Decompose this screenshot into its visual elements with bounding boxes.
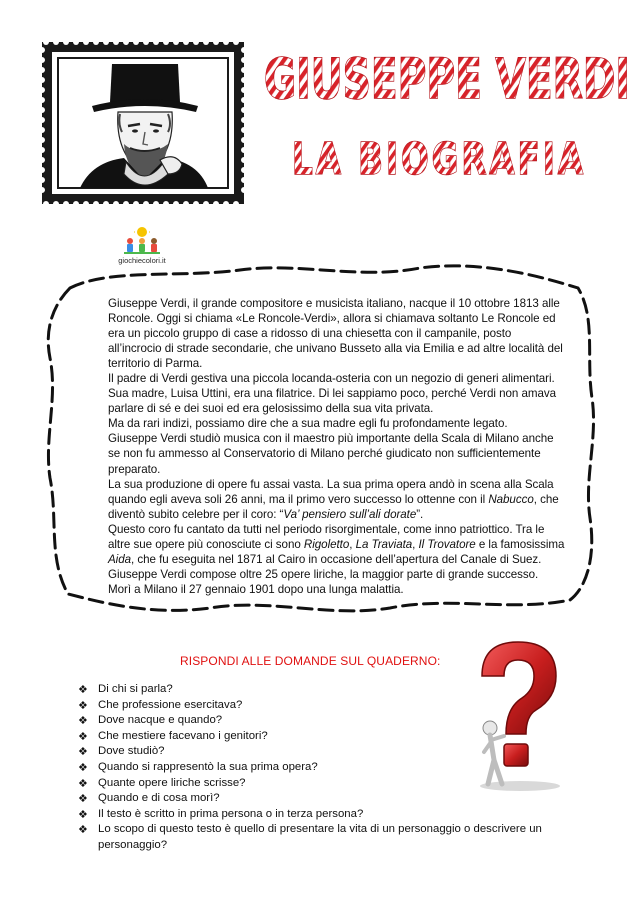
- biography-paragraph: [108, 477, 566, 522]
- question-text: Che mestiere facevano i genitori?: [98, 729, 268, 742]
- question-text: Di chi si parla?: [98, 683, 173, 695]
- biography-paragraph: [108, 431, 566, 476]
- biography-run: La sua produzione di opere fu assai vasta. La sua prima opera andò in scena alla Scala quando egli aveva soli 26 anni, ma il primo vero successo lo ottenne con il: [108, 477, 554, 506]
- biography-italic-run: Aida: [108, 552, 132, 566]
- biography-paragraph: [108, 567, 566, 582]
- biography-italic-run: Nabucco: [488, 492, 534, 506]
- biography-run: Giuseppe Verdi compose oltre 25 opere liriche, la maggior parte di grande successo.: [108, 567, 539, 581]
- diamond-bullet-icon: ❖: [78, 683, 88, 696]
- questions-title: RISPONDI ALLE DOMANDE SUL QUADERNO:: [180, 654, 441, 668]
- biography-italic-run: Rigoletto: [303, 537, 350, 551]
- biography-paragraph: [108, 416, 566, 431]
- biography-paragraph: [108, 296, 566, 371]
- biography-text: [108, 296, 566, 597]
- diamond-bullet-icon: ❖: [78, 745, 88, 759]
- main-title: [262, 46, 634, 112]
- biography-paragraph: [108, 582, 566, 597]
- question-text: Dove nacque e quando?: [98, 714, 223, 727]
- biography-run: ”.: [416, 507, 424, 521]
- question-text: Il testo è scritto in prima persona o in terza persona?: [98, 807, 364, 820]
- biography-paragraph: [108, 522, 566, 567]
- question-text: Lo scopo di questo testo è quello di presentare la vita di un personaggio o descrivere un personaggio?: [98, 823, 542, 851]
- question-text: Quando e di cosa morì?: [98, 792, 220, 805]
- question-mark-illustration: [460, 636, 564, 792]
- diamond-bullet-icon: ❖: [78, 760, 88, 774]
- question-text: Quante opere liriche scrisse?: [98, 776, 246, 789]
- diamond-bullet-icon: ❖: [78, 776, 88, 790]
- diamond-bullet-icon: ❖: [78, 792, 88, 806]
- subtitle-text: LA BIOGRAFIA: [292, 134, 586, 185]
- biography-run: ,: [349, 537, 356, 551]
- question-item: [78, 822, 578, 853]
- biography-run: Giuseppe Verdi studiò musica con il maestro più importante della Scala di Milano anche se non fu ammesso al Conservatorio di Milano perché giudicato non sufficientemente preparato.: [108, 432, 554, 476]
- biography-run: e la famosissima: [475, 537, 565, 551]
- biography-run: Giuseppe Verdi, il grande compositore e musicista italiano, nacque il 10 ottobre 1813 alle Roncole. Oggi si chiama «Le Roncole-Verdi», allora si chiamava soltanto Le Roncole ed era un piccolo gruppo di case a ridosso di una chiesetta con il campanile, posto all’incrocio di strade secondarie, che univano Busseto alla via Emilia e ad altre località del territorio di Parma.: [108, 297, 563, 371]
- subtitle: [290, 128, 590, 186]
- logo-text: giochiecolori.it: [118, 256, 166, 265]
- biography-run: Ma da rari indizi, possiamo dire che a sua madre egli fu profondamente legato.: [108, 417, 508, 431]
- question-mark-icon: [460, 636, 564, 792]
- kids-logo-icon: [110, 226, 174, 256]
- biography-italic-run: Va’ pensiero sull’ali dorate: [283, 507, 417, 521]
- question-text: Che professione esercitava?: [98, 698, 243, 711]
- question-text: Dove studiò?: [98, 745, 165, 758]
- biography-italic-run: Il Trovatore: [418, 537, 476, 551]
- title-text: GIUSEPPE VERDI: [264, 47, 630, 111]
- diamond-bullet-icon: ❖: [78, 729, 88, 743]
- diamond-bullet-icon: ❖: [78, 807, 88, 821]
- biography-italic-run: La Traviata: [355, 537, 413, 551]
- portrait-stamp: [40, 40, 246, 206]
- biography-run: Il padre di Verdi gestiva una piccola locanda-osteria con un negozio di generi alimentari. Sua madre, Luisa Uttini, era una filatrice. Di lei sappiamo poco, perché Verdi non amava parlare di sé e dei suoi ed era gelosissimo della sua vita privata.: [108, 372, 557, 416]
- title-striped-lettering: [262, 46, 634, 112]
- biography-run: Questo coro fu cantato da tutti nel periodo risorgimentale, come inno patriottico. Tra le altre sue opere più conosciute ci sono: [108, 522, 545, 551]
- biography-run: ,: [412, 537, 419, 551]
- question-item: [78, 791, 578, 807]
- question-text: Quando si rappresentò la sua prima opera?: [98, 760, 318, 773]
- diamond-bullet-icon: ❖: [78, 714, 88, 728]
- verdi-portrait-illustration: [40, 40, 246, 206]
- biography-run: Morì a Milano il 27 gennaio 1901 dopo una lunga malattia.: [108, 582, 404, 596]
- biography-run: , che fu eseguita nel 1871 al Cairo in occasione dell’apertura del Canale di Suez.: [131, 552, 542, 566]
- biography-paragraph: [108, 371, 566, 416]
- subtitle-striped-lettering: [290, 128, 590, 186]
- diamond-bullet-icon: ❖: [78, 698, 88, 712]
- diamond-bullet-icon: ❖: [78, 823, 88, 837]
- biography-run: , che diventò subito celebre per il coro: “: [108, 492, 559, 521]
- question-item: [78, 807, 578, 823]
